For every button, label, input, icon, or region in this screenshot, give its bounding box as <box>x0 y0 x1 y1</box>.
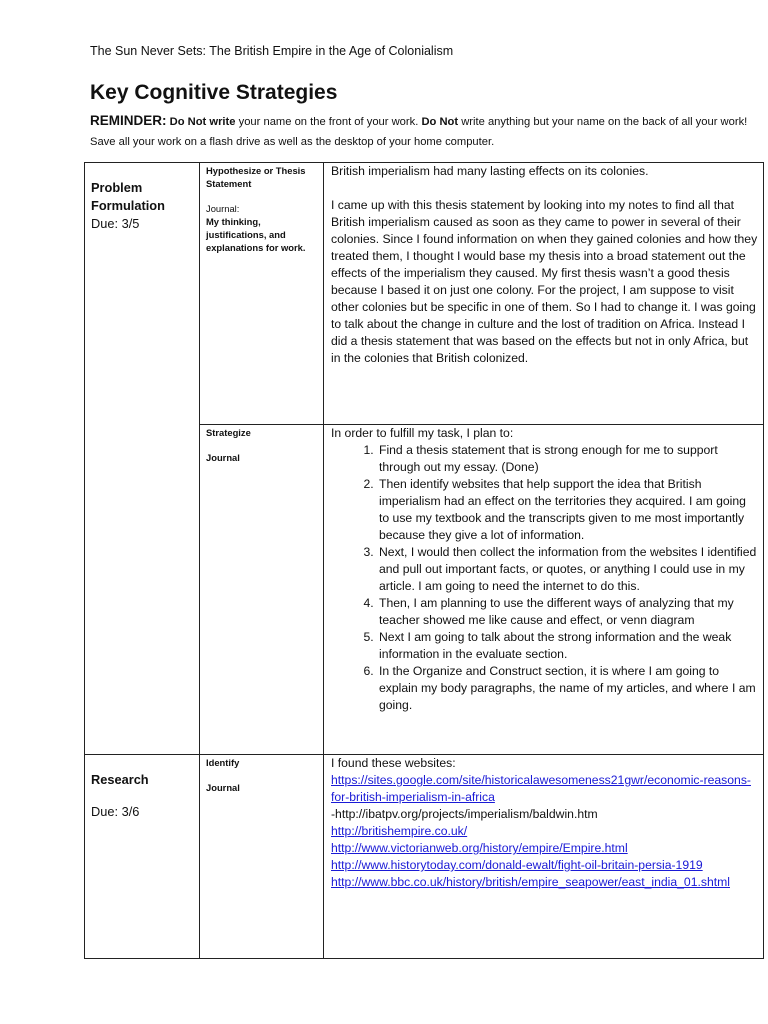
stage-name: Research <box>91 772 149 787</box>
page-title: Key Cognitive Strategies <box>90 81 338 104</box>
thesis-statement: British imperialism had many lasting effects on its colonies. <box>331 164 649 178</box>
content-hypothesize <box>324 163 763 371</box>
row-identify <box>85 755 764 959</box>
sub-label: Identify <box>206 757 240 768</box>
sub-identify <box>200 755 323 794</box>
journal-label: Journal <box>206 782 240 793</box>
journal-desc: My thinking, justifications, and explanations for work. <box>206 216 306 253</box>
reminder-lead: REMINDER: <box>90 113 167 128</box>
reminder-text-2: write anything but your name on the back of all your work! Save all your work on a flash drive as well as the desktop of your home computer. <box>90 116 748 148</box>
reminder-note <box>90 111 768 152</box>
plan-step: 4. Then, I am planning to use the different ways of analyzing that my teacher showed me like cause and effect, or venn diagram <box>377 595 759 629</box>
stage-name: Problem Formulation <box>91 180 165 213</box>
sub-label: Strategize <box>206 427 251 438</box>
stage-research <box>85 755 199 821</box>
website-link-2: -http://ibatpv.org/projects/imperialism/baldwin.htm <box>331 807 598 821</box>
plan-step: 3. Next, I would then collect the information from the websites I identified and pull out important facts, or quotes, or anything I could use in my article. I am going to need the internet to do this. <box>377 544 759 595</box>
content-cell-identify <box>324 755 764 959</box>
content-cell-hypothesize <box>324 163 764 425</box>
thesis-explanation: I came up with this thesis statement by looking into my notes to find all that British imperialism caused as soon as they came to power in several of their colonies. Since I found information on when they gained colonies and how they treated them, I thought I would base my thesis into a broad statement out the effects of the imperialism they caused. My first thesis wasn’t a good thesis because I based it on just one colony. For the project, I am suppose to visit other colonies but be specific in one of them. So I had to change it. I was going to talk about the change in culture and the lost of tradition on Africa. Instead I did a thesis statement that was based on the effects but not in only Africa, but in the colonies that British colonized. <box>331 198 758 365</box>
stage-due: Due: 3/6 <box>91 804 140 819</box>
website-link-3[interactable]: http://britishempire.co.uk/ <box>331 824 468 838</box>
reminder-bold-2: Do Not <box>421 116 459 128</box>
stage-cell-problem <box>85 163 200 755</box>
strategies-table <box>84 162 764 959</box>
website-link-1[interactable]: https://sites.google.com/site/historicalawesomeness21gwr/economic-reasons-for-british-imperialism-in-africa <box>331 773 751 804</box>
content-strategize <box>324 425 763 718</box>
journal-label: Journal <box>206 452 240 463</box>
content-cell-strategize <box>324 425 764 755</box>
plan-step: 6. In the Organize and Construct section, it is where I am going to explain my body paragraphs, the name of my articles, and where I am going. <box>377 663 759 714</box>
websites-intro: I found these websites: <box>331 756 456 770</box>
plan-steps <box>331 442 759 714</box>
reminder-text-1: your name on the front of your work. <box>238 116 419 128</box>
journal-label: Journal: <box>206 203 240 214</box>
sub-cell-identify <box>200 755 324 959</box>
sub-label: Hypothesize or Thesis Statement <box>206 165 306 189</box>
stage-problem <box>85 163 199 233</box>
sub-hypothesize <box>200 163 323 254</box>
plan-step: 2. Then identify websites that help support the idea that British imperialism had an effect on the territories they acquired. I am going to use my textbook and the transcripts given to me most importantly because they give a lot of information. <box>377 476 759 544</box>
website-link-6[interactable]: http://www.bbc.co.uk/history/british/empire_seapower/east_india_01.shtml <box>331 875 730 889</box>
row-hypothesize <box>85 163 764 425</box>
sub-cell-strategize <box>200 425 324 755</box>
website-link-5[interactable]: http://www.historytoday.com/donald-ewalt/fight-oil-britain-persia-1919 <box>331 858 703 872</box>
website-link-4[interactable]: http://www.victorianweb.org/history/empire/Empire.html <box>331 841 628 855</box>
stage-due: Due: 3/5 <box>91 216 140 231</box>
course-title: The Sun Never Sets: The British Empire in the Age of Colonialism <box>90 44 454 58</box>
stage-cell-research <box>85 755 200 959</box>
plan-step: 5. Next I am going to talk about the strong information and the weak information in the evaluate section. <box>377 629 759 663</box>
sub-strategize <box>200 425 323 464</box>
reminder-bold-1: Do Not write <box>169 116 236 128</box>
plan-step: 1. Find a thesis statement that is strong enough for me to support through out my essay. (Done) <box>377 442 759 476</box>
sub-cell-hypothesize <box>200 163 324 425</box>
content-identify <box>324 755 763 895</box>
plan-intro: In order to fulfill my task, I plan to: <box>331 426 514 440</box>
